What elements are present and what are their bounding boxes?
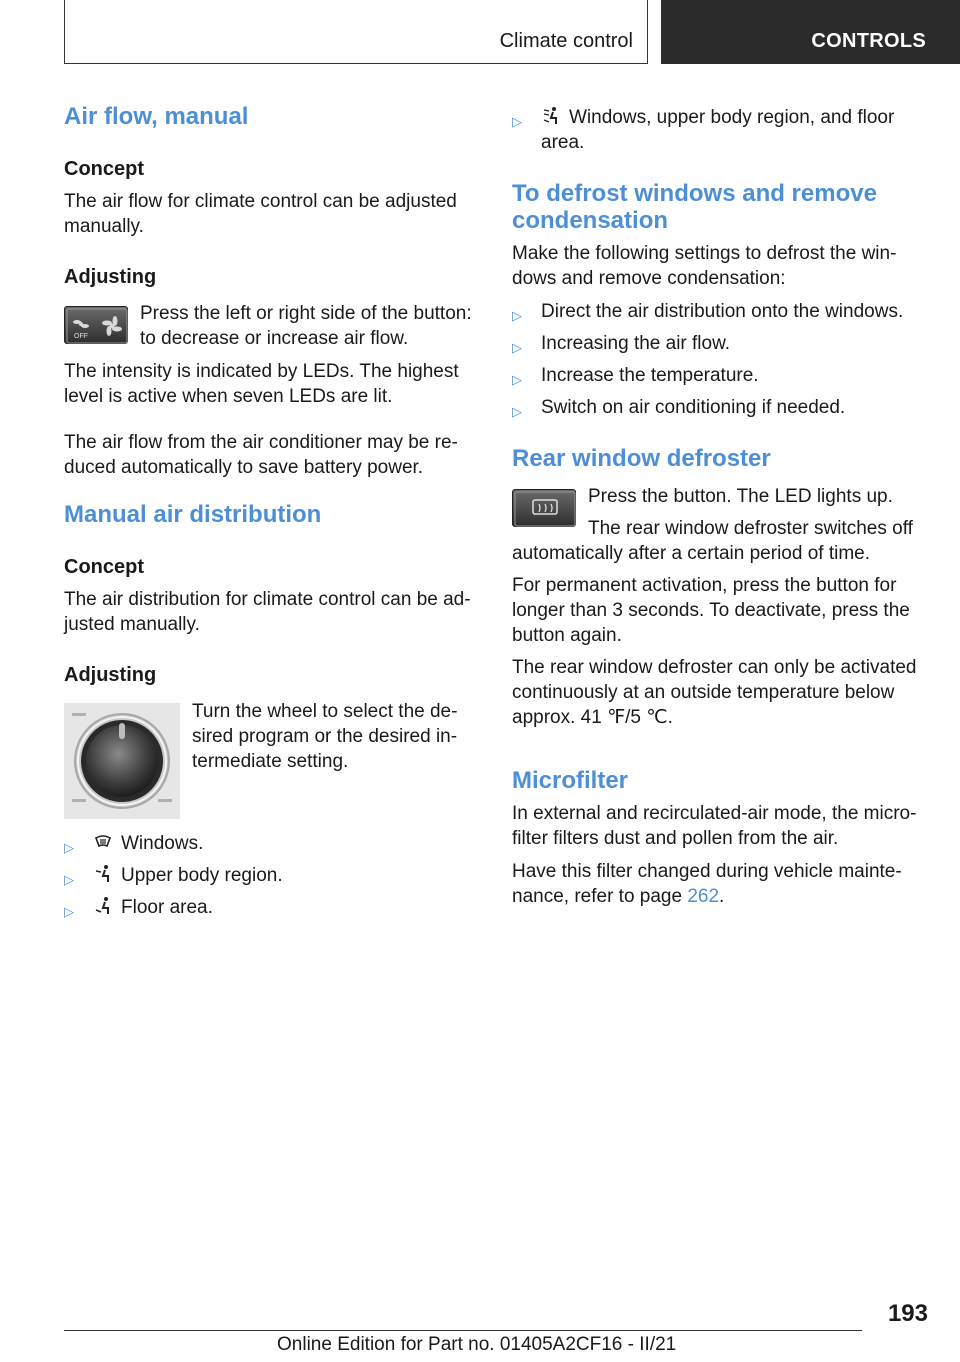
paragraph-line: longer than 3 seconds. To deactivate, press the: [512, 600, 910, 621]
paragraph-line: Turn the wheel to select the de-: [192, 701, 458, 722]
svg-text:OFF: OFF: [74, 333, 88, 340]
paragraph-line-with-link: [512, 884, 724, 909]
paragraph-line: to decrease or increase air flow.: [140, 328, 409, 349]
floor-area-icon: [93, 896, 113, 916]
subheading-adjusting: Adjusting: [64, 664, 157, 686]
paragraph-line: sired program or the desired in-: [192, 726, 458, 747]
list-item: [512, 395, 845, 424]
header-section-title: Climate control: [499, 30, 633, 52]
heading-defrost: To defrost windows and remove: [512, 180, 877, 207]
windows-upper-body-floor-icon: [541, 106, 561, 126]
paragraph-line: automatically after a certain period of time.: [512, 543, 871, 564]
paragraph-line: The rear window defroster can only be activated: [512, 657, 917, 678]
header-chapter-title: CONTROLS: [811, 30, 926, 52]
bullet-triangle-icon: ▷: [64, 872, 74, 887]
fan-off-icon: [65, 307, 129, 345]
bullet-triangle-icon: ▷: [512, 308, 522, 323]
paragraph-line: area.: [541, 132, 585, 153]
air-distribution-wheel-image: [64, 703, 180, 819]
heading-microfilter: Microfilter: [512, 767, 629, 794]
paragraph-line: dows and remove condensation:: [512, 268, 786, 289]
paragraph-text: nance, refer to page: [512, 886, 688, 907]
paragraph-line: The air flow for climate control can be adjusted: [64, 191, 457, 212]
paragraph-line: button again.: [512, 625, 622, 646]
heading-rear-window-defroster: Rear window defroster: [512, 445, 771, 472]
bullet-triangle-icon: ▷: [512, 404, 522, 419]
rear-defroster-button-image: [512, 489, 576, 527]
paragraph-line: continuously at an outside temperature below: [512, 682, 895, 703]
list-item: [64, 895, 213, 924]
paragraph-line: Press the button. The LED lights up.: [588, 486, 893, 507]
bullet-triangle-icon: ▷: [512, 340, 522, 355]
subheading-adjusting: Adjusting: [64, 266, 157, 288]
paragraph-line: level is active when seven LEDs are lit.: [64, 386, 393, 407]
upper-body-icon: [93, 864, 113, 884]
list-item: [64, 863, 283, 892]
bullet-triangle-icon: ▷: [512, 372, 522, 387]
list-item: [512, 331, 730, 360]
list-item: [64, 831, 203, 860]
paragraph-line: In external and recirculated-air mode, the micro-: [512, 803, 917, 824]
list-item-text: Increase the temperature.: [541, 365, 759, 386]
bullet-triangle-icon: ▷: [64, 840, 74, 855]
rotary-wheel-icon: [64, 703, 180, 819]
bullet-triangle-icon: ▷: [512, 114, 522, 129]
list-item: [512, 299, 903, 328]
rear-defrost-icon: [513, 490, 577, 528]
list-item-text: Windows, upper body region, and floor: [569, 107, 895, 128]
heading-air-flow-manual: Air flow, manual: [64, 103, 249, 130]
paragraph-line: Make the following settings to defrost the win-: [512, 243, 897, 264]
list-item-text: Upper body region.: [121, 865, 283, 886]
list-item-text: Increasing the air flow.: [541, 333, 731, 354]
heading-manual-air-distribution: Manual air distribution: [64, 501, 322, 528]
paragraph-line: termediate setting.: [192, 751, 349, 772]
subheading-concept: Concept: [64, 158, 144, 180]
list-item: [512, 363, 759, 392]
page-number: 193: [887, 1300, 928, 1327]
paragraph-line: The air distribution for climate control can be ad-: [64, 589, 471, 610]
header-chapter-box: [661, 0, 960, 64]
heading-defrost-continued: condensation: [512, 207, 669, 234]
paragraph-line: justed manually.: [64, 614, 200, 635]
paragraph-line: For permanent activation, press the button for: [512, 575, 897, 596]
paragraph-line: The intensity is indicated by LEDs. The highest: [64, 361, 459, 382]
paragraph-line: The air flow from the air conditioner may be re-: [64, 432, 458, 453]
paragraph-text: .: [719, 886, 725, 907]
paragraph-line: filter filters dust and pollen from the air.: [512, 828, 839, 849]
bullet-triangle-icon: ▷: [64, 904, 74, 919]
subheading-concept: Concept: [64, 556, 144, 578]
paragraph-line: approx. 41 ℉/5 ℃.: [512, 707, 673, 728]
windshield-icon: [93, 832, 113, 852]
list-item-text: Switch on air conditioning if needed.: [541, 397, 846, 418]
footer-rule: [64, 1330, 862, 1331]
paragraph-line: Have this filter changed during vehicle mainte-: [512, 861, 902, 882]
paragraph-line: duced automatically to save battery power.: [64, 457, 424, 478]
paragraph-line: manually.: [64, 216, 144, 237]
header-section-box: [64, 0, 648, 64]
footer-edition: Online Edition for Part no. 01405A2CF16 - II/21: [277, 1334, 677, 1355]
list-item-text: Floor area.: [121, 897, 213, 918]
page-reference-link[interactable]: 262: [687, 886, 720, 907]
paragraph-line: Press the left or right side of the button:: [140, 303, 472, 324]
list-item-text: Direct the air distribution onto the windows.: [541, 301, 904, 322]
paragraph-line: The rear window defroster switches off: [588, 518, 913, 539]
fan-button-image: [64, 306, 128, 344]
list-item-text: Windows.: [121, 833, 204, 854]
